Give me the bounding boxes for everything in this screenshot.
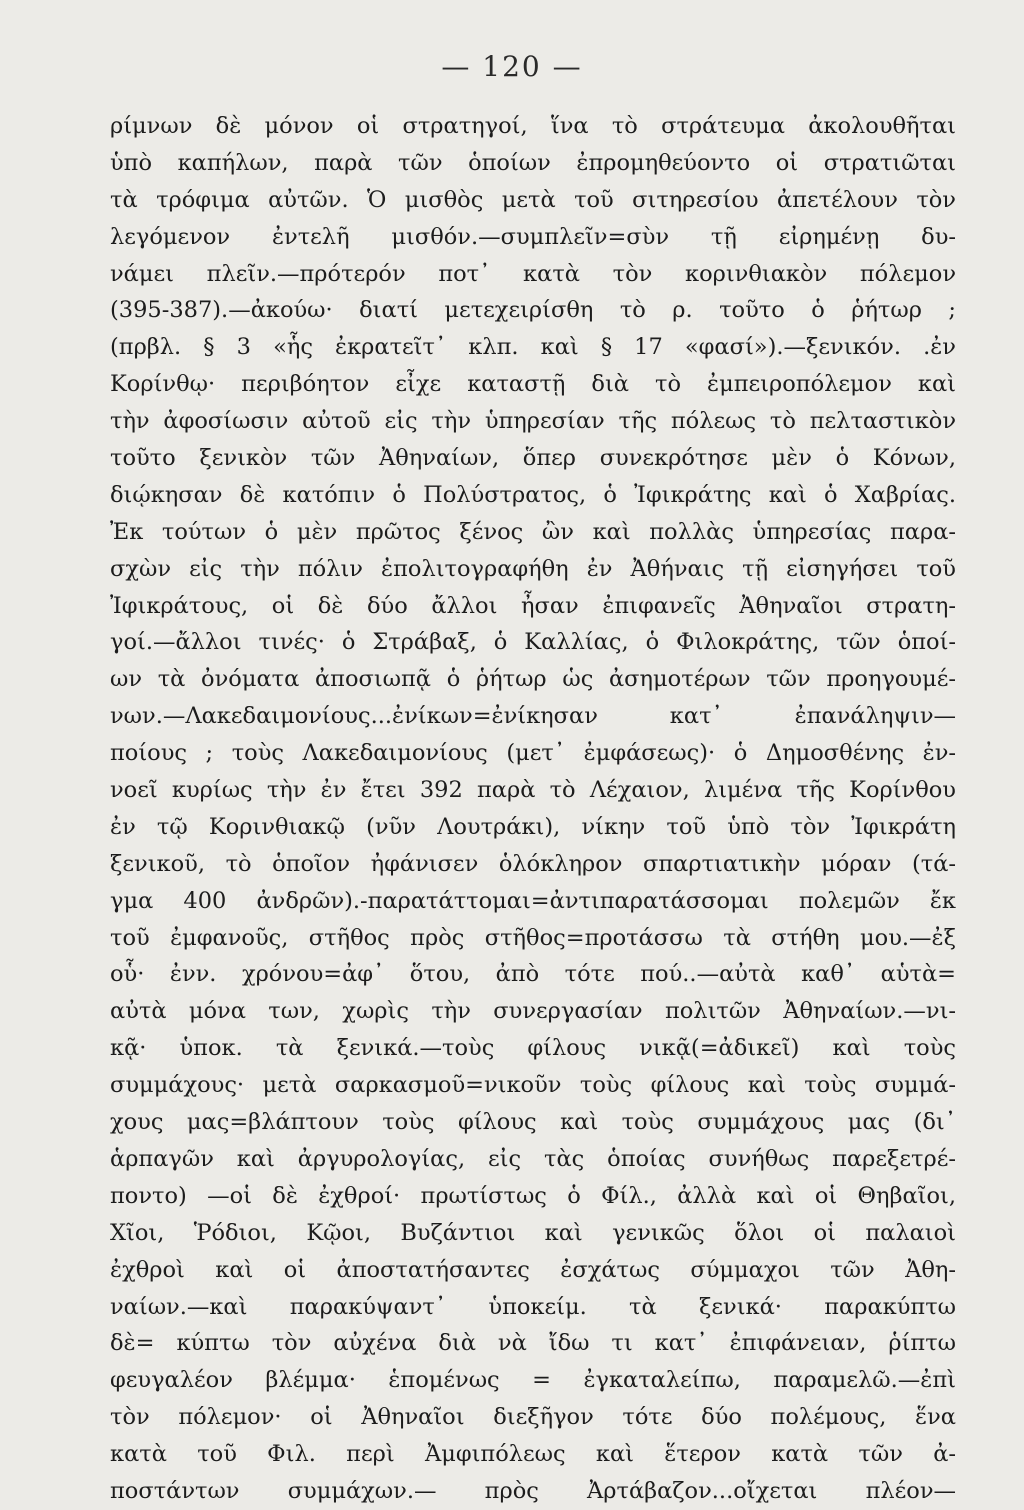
text-line: γμα 400 ἀνδρῶν).-παρατάττομαι=ἀντιπαρατάσσομαι πολεμῶν ἔκ: [110, 887, 956, 914]
text-line: νων.—Λακεδαιμονίους...ἐνίκων=ἐνίκησαν κατ᾽ ἐπανάληψιν—: [110, 703, 956, 730]
page-number: — 120 —: [441, 50, 583, 83]
text-line: ποστάντων συμμάχων.— πρὸς Ἀρτάβαζον...οἴχεται πλέον—: [110, 1477, 956, 1504]
text-line: τοῦτο ξενικὸν τῶν Ἀθηναίων, ὅπερ συνεκρότησε μὲν ὁ Κόνων,: [110, 445, 956, 472]
text-line: τὸν πόλεμον· οἱ Ἀθηναῖοι διεξῆγον τότε δύο πολέμους, ἕνα: [110, 1404, 956, 1431]
text-line: Χῖοι, Ῥόδιοι, Κῷοι, Βυζάντιοι καὶ γενικῶς ὅλοι οἱ παλαιοὶ: [110, 1219, 956, 1246]
text-line: ἐν τῷ Κορινθιακῷ (νῦν Λουτράκι), νίκην τοῦ ὑπὸ τὸν Ἰφικράτη: [110, 813, 956, 840]
text-line: κᾷ· ὑποκ. τὰ ξενικά.—τοὺς φίλους νικᾷ(=ἀδικεῖ) καὶ τοὺς: [110, 1035, 956, 1062]
text-line: φευγαλέον βλέμμα· ἑπομένως = ἐγκαταλείπω, παραμελῶ.—ἐπὶ: [110, 1367, 956, 1394]
text-line: οὗ· ἐνν. χρόνου=ἀφ᾽ ὅτου, ἀπὸ τότε πού..—αὐτὰ καθ᾽ αὑτὰ=: [110, 961, 956, 988]
text-line: διῴκησαν δὲ κατόπιν ὁ Πολύστρατος, ὁ Ἰφικράτης καὶ ὁ Χαβρίας.: [110, 481, 956, 508]
commentary-text: [110, 108, 956, 1510]
text-line: ρίμνων δὲ μόνον οἱ στρατηγοί, ἵνα τὸ στράτευμα ἀκολουθῆται: [110, 113, 956, 139]
text-line: γοί.—ἄλλοι τινές· ὁ Στράβαξ, ὁ Καλλίας, ὁ Φιλοκράτης, τῶν ὁποί-: [110, 629, 956, 656]
text-line: Ἰφικράτους, οἱ δὲ δύο ἄλλοι ἦσαν ἐπιφανεῖς Ἀθηναῖοι στρατη-: [110, 592, 956, 619]
text-line: αὐτὰ μόνα των, χωρὶς τὴν συνεργασίαν πολιτῶν Ἀθηναίων.—νι-: [110, 998, 956, 1025]
text-line: τὰ τρόφιμα αὐτῶν. Ὁ μισθὸς μετὰ τοῦ σιτηρεσίου ἀπετέλουν τὸν: [110, 186, 956, 213]
text-line: χους μας=βλάπτουν τοὺς φίλους καὶ τοὺς συμμάχους μας (δι᾽: [110, 1109, 956, 1136]
text-line: σχὼν εἰς τὴν πόλιν ἐπολιτογραφήθη ἐν Ἀθήναις τῇ εἰσηγήσει τοῦ: [110, 555, 956, 582]
text-line: Κορίνθῳ· περιβόητον εἶχε καταστῇ διὰ τὸ ἐμπειροπόλεμον καὶ: [110, 371, 956, 398]
text-line: δὲ= κύπτω τὸν αὐχένα διὰ νὰ ἴδω τι κατ᾽ ἐπιφάνειαν, ῥίπτω: [110, 1330, 956, 1357]
text-line: ποίους ; τοὺς Λακεδαιμονίους (μετ᾽ ἐμφάσεως)· ὁ Δημοσθένης ἐν-: [110, 740, 956, 767]
text-line: νοεῖ κυρίως τὴν ἐν ἔτει 392 παρὰ τὸ Λέχαιον, λιμένα τῆς Κορίνθου: [110, 777, 956, 804]
text-line: ἐχθροὶ καὶ οἱ ἀποστατήσαντες ἐσχάτως σύμμαχοι τῶν Ἀθη-: [110, 1256, 956, 1283]
text-line: λεγόμενον ἐντελῆ μισθόν.—συμπλεῖν=σὺν τῇ εἰρημένῃ δυ-: [110, 223, 956, 250]
text-line: (πρβλ. § 3 «ἧς ἐκρατεῖτ᾽ κλπ. καὶ § 17 «φασί»).—ξενικόν. .ἐν: [110, 334, 956, 361]
text-line: ξενικοῦ, τὸ ὁποῖον ἠφάνισεν ὁλόκληρον σπαρτιατικὴν μόραν (τά-: [110, 850, 956, 877]
text-line: Ἐκ τούτων ὁ μὲν πρῶτος ξένος ὢν καὶ πολλὰς ὑπηρεσίας παρα-: [110, 518, 956, 545]
text-line: (395-387).—ἀκούω· διατί μετεχειρίσθη τὸ ρ. τοῦτο ὁ ῥήτωρ ;: [110, 297, 956, 324]
text-line: τὴν ἀφοσίωσιν αὐτοῦ εἰς τὴν ὑπηρεσίαν τῆς πόλεως τὸ πελταστικὸν: [110, 408, 956, 435]
text-line: νάμει πλεῖν.—πρότερόν ποτ᾽ κατὰ τὸν κορινθιακὸν πόλεμον: [110, 260, 956, 287]
text-line: ὑπὸ καπήλων, παρὰ τῶν ὁποίων ἐπρομηθεύοντο οἱ στρατιῶται: [110, 149, 956, 176]
text-line: ποντο) —οἱ δὲ ἐχθροί· πρωτίστως ὁ Φίλ., ἀλλὰ καὶ οἱ Θηβαῖοι,: [110, 1182, 956, 1209]
text-line: τοῦ ἐμφανοῦς, στῆθος πρὸς στῆθος=προτάσσω τὰ στήθη μου.—ἐξ: [110, 924, 956, 951]
text-line: ἁρπαγῶν καὶ ἀργυρολογίας, εἰς τὰς ὁποίας συνήθως παρεξετρέ-: [110, 1145, 956, 1172]
text-line: ων τὰ ὀνόματα ἀποσιωπᾷ ὁ ῥήτωρ ὡς ἀσημοτέρων τῶν προηγουμέ-: [110, 666, 956, 693]
text-line: κατὰ τοῦ Φιλ. περὶ Ἀμφιπόλεως καὶ ἕτερον κατὰ τῶν ἀ-: [110, 1441, 956, 1468]
text-line: ναίων.—καὶ παρακύψαντ᾽ ὑποκείμ. τὰ ξενικά· παρακύπτω: [110, 1293, 956, 1320]
text-line: συμμάχους· μετὰ σαρκασμοῦ=νικοῦν τοὺς φίλους καὶ τοὺς συμμά-: [110, 1072, 956, 1099]
